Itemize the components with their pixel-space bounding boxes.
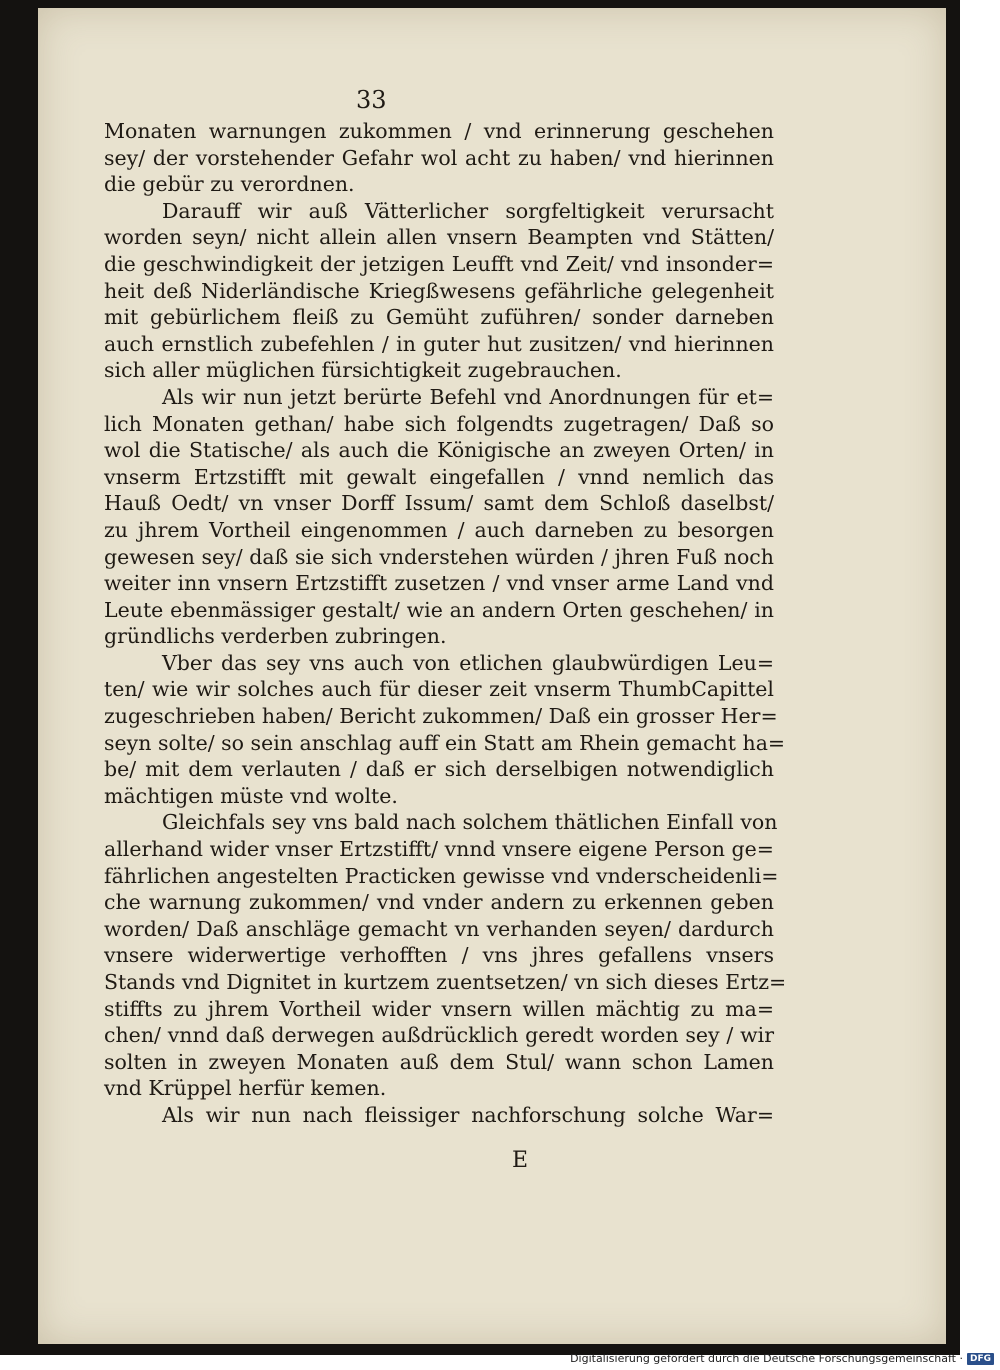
text-line: ten/ wie wir solches auch für dieser zeit vnserm ThumbCapittel bbox=[104, 677, 774, 702]
text-line: chen/ vnnd daß derwegen außdrücklich geredt worden sey / wir bbox=[104, 1023, 774, 1048]
text-line: worden seyn/ nicht allein allen vnsern Beampten vnd Stätten/ bbox=[104, 225, 774, 250]
book-page bbox=[38, 8, 946, 1344]
page-number: 33 bbox=[356, 86, 387, 114]
text-line: Vber das sey vns auch von etlichen glaubwürdigen Leu= bbox=[162, 650, 774, 675]
text-line: vnsere widerwertige verhofften / vns jhres gefallens vnsers bbox=[104, 943, 774, 968]
text-line: wol die Statische/ als auch die Königische an zweyen Orten/ in bbox=[104, 438, 774, 463]
text-line: heit deß Niderländische Kriegßwesens gefährliche gelegenheit bbox=[104, 278, 774, 303]
text-line: zugeschrieben haben/ Bericht zukommen/ Daß ein grosser Her= bbox=[104, 704, 778, 729]
text-line: Als wir nun nach fleissiger nachforschung solche War= bbox=[162, 1102, 774, 1127]
text-line: Darauff wir auß Vätterlicher sorgfeltigkeit verursacht bbox=[162, 198, 774, 223]
text-line: worden/ Daß anschläge gemacht vn verhanden seyen/ dardurch bbox=[104, 916, 774, 941]
text-line: stiffts zu jhrem Vortheil wider vnsern willen mächtig zu ma= bbox=[104, 996, 774, 1021]
text-line: die gebür zu verordnen. bbox=[104, 172, 355, 197]
text-line: seyn solte/ so sein anschlag auff ein Statt am Rhein gemacht ha= bbox=[104, 730, 786, 755]
text-line: die geschwindigkeit der jetzigen Leufft vnd Zeit/ vnd insonder= bbox=[104, 251, 774, 276]
text-line: mit gebürlichem fleiß zu Gemüht zuführen/ sonder darneben bbox=[104, 305, 774, 330]
footer bbox=[570, 1352, 994, 1365]
text-line: vnserm Ertzstifft mit gewalt eingefallen / vnnd nemlich das bbox=[104, 464, 774, 489]
text-line: mächtigen müste vnd wolte. bbox=[104, 783, 398, 808]
text-line: sich aller müglichen fürsichtigkeit zugebrauchen. bbox=[104, 358, 622, 383]
text-line: che warnung zukommen/ vnd vnder andern zu erkennen geben bbox=[104, 890, 774, 915]
dfg-logo: DFG bbox=[967, 1353, 994, 1365]
text-line: fährlichen angestelten Practicken gewisse vnd vnderscheidenli= bbox=[104, 863, 779, 888]
text-line: Monaten warnungen zukommen / vnd erinnerung geschehen bbox=[104, 119, 774, 143]
text-line: zu jhrem Vortheil eingenommen / auch darneben zu besorgen bbox=[104, 517, 774, 542]
text-line: vnd Krüppel herfür kemen. bbox=[104, 1076, 387, 1101]
text-line: Gleichfals sey vns bald nach solchem thätlichen Einfall von bbox=[162, 810, 778, 835]
text-line: Hauß Oedt/ vn vnser Dorff Issum/ samt dem Schloß daselbst/ bbox=[104, 491, 774, 516]
text-line: Als wir nun jetzt berürte Befehl vnd Anordnungen für et= bbox=[162, 384, 774, 409]
text-line: gründlichs verderben zubringen. bbox=[104, 624, 447, 649]
text-line: lich Monaten gethan/ habe sich folgendts zugetragen/ Daß so bbox=[104, 411, 774, 436]
text-line: gewesen sey/ daß sie sich vnderstehen würden / jhren Fuß noch bbox=[104, 544, 774, 569]
footer-text: Digitalisierung gefördert durch die Deutsche Forschungsgemeinschaft · bbox=[570, 1352, 963, 1365]
text-line: be/ mit dem verlauten / daß er sich derselbigen notwendiglich bbox=[104, 757, 774, 782]
catchword: E bbox=[512, 1148, 529, 1173]
text-line: Stands vnd Dignitet in kurtzem zuentsetzen/ vn sich dieses Ertz= bbox=[104, 970, 787, 994]
body-text bbox=[104, 118, 787, 1129]
text-line: solten in zweyen Monaten auß dem Stul/ wann schon Lamen bbox=[104, 1049, 774, 1074]
text-line: Leute ebenmässiger gestalt/ wie an andern Orten geschehen/ in bbox=[104, 597, 774, 622]
text-line: sey/ der vorstehender Gefahr wol acht zu haben/ vnd hierinnen bbox=[104, 145, 774, 170]
text-line: auch ernstlich zubefehlen / in guter hut zusitzen/ vnd hierinnen bbox=[104, 331, 774, 356]
text-line: weiter inn vnsern Ertzstifft zusetzen / vnd vnser arme Land vnd bbox=[104, 571, 774, 596]
text-line: allerhand wider vnser Ertzstifft/ vnnd vnsere eigene Person ge= bbox=[104, 837, 774, 862]
